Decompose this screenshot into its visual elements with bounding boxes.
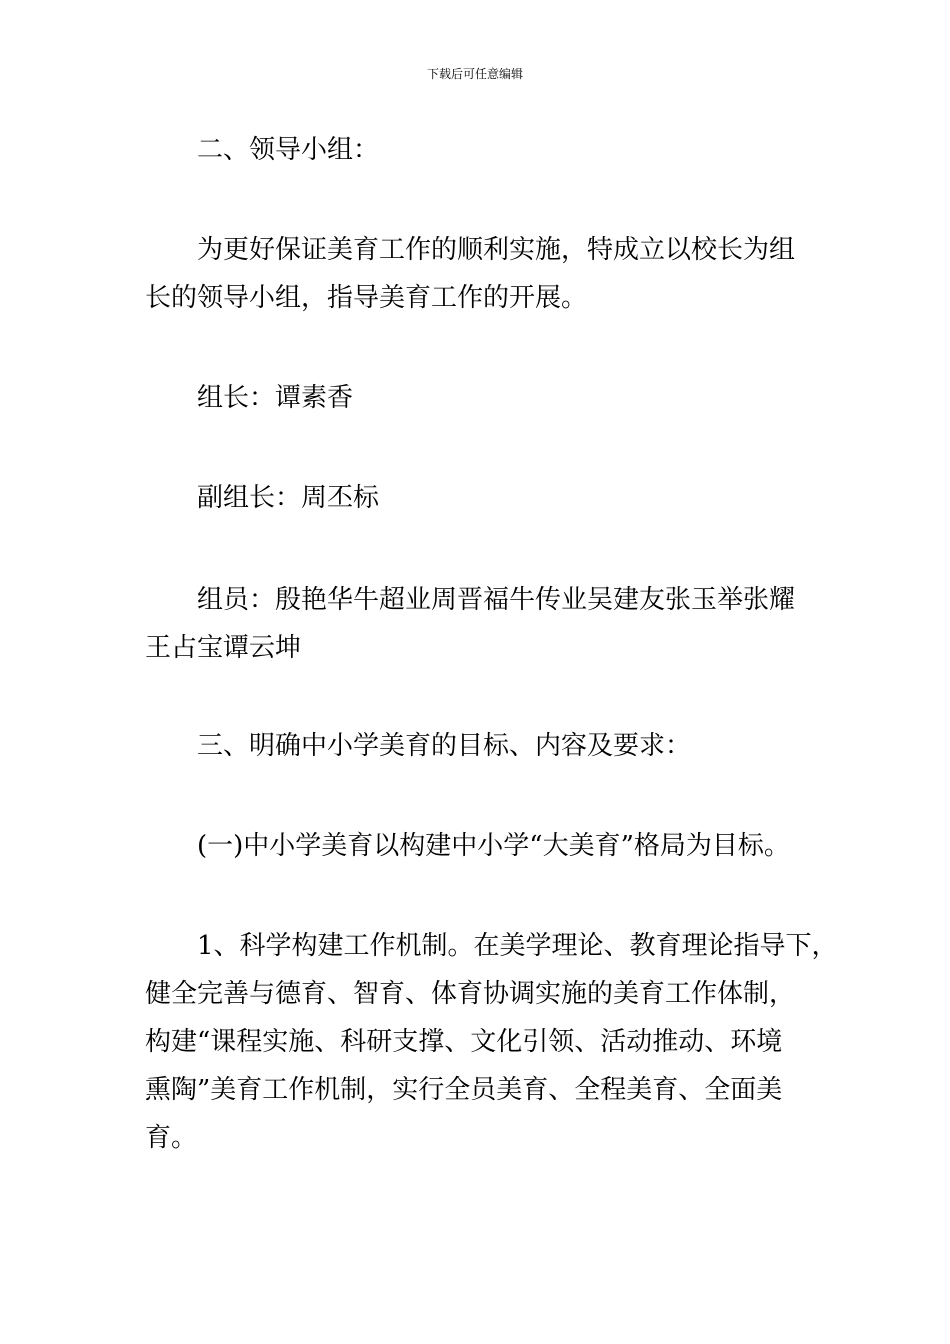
- text-line: 健全完善与德育、智育、体育协调实施的美育工作体制，: [145, 979, 796, 1009]
- header-note: 下载后可任意编辑: [426, 67, 523, 81]
- paragraph-deputy-leader: [145, 474, 815, 522]
- text-line: 长的领导小组，指导美育工作的开展。: [145, 283, 588, 313]
- paragraph-mechanism: [145, 922, 838, 1162]
- text-line: 二、领导小组：: [197, 135, 380, 165]
- text-line: 熏陶”美育工作机制，实行全员美育、全程美育、全面美: [145, 1075, 783, 1105]
- text-line: 组员：殷艳华牛超业周晋福牛传业吴建友张玉举张耀: [197, 585, 796, 615]
- text-line: 为更好保证美育工作的顺利实施，特成立以校长为组: [197, 235, 796, 265]
- paragraph-leadership-intro: [145, 226, 815, 322]
- text-line: 1、科学构建工作机制。在美学理论、教育理论指导下，: [197, 931, 838, 961]
- section-heading-goals: [145, 722, 815, 770]
- text-line: 王占宝谭云坤: [145, 633, 302, 663]
- paragraph-leader: [145, 374, 815, 422]
- subsection-heading-goal-1: [145, 822, 815, 870]
- text-line: 组长：谭素香: [197, 383, 354, 413]
- section-heading-leadership: [145, 126, 815, 174]
- text-line: 三、明确中小学美育的目标、内容及要求：: [197, 731, 692, 761]
- text-line: 构建“课程实施、科研支撑、文化引领、活动推动、环境: [145, 1027, 783, 1057]
- text-line: 副组长：周丕标: [197, 483, 380, 513]
- text-line: 育。: [145, 1123, 198, 1153]
- text-line: (一)中小学美育以构建中小学“大美育”格局为目标。: [197, 831, 790, 861]
- paragraph-members: [145, 576, 815, 672]
